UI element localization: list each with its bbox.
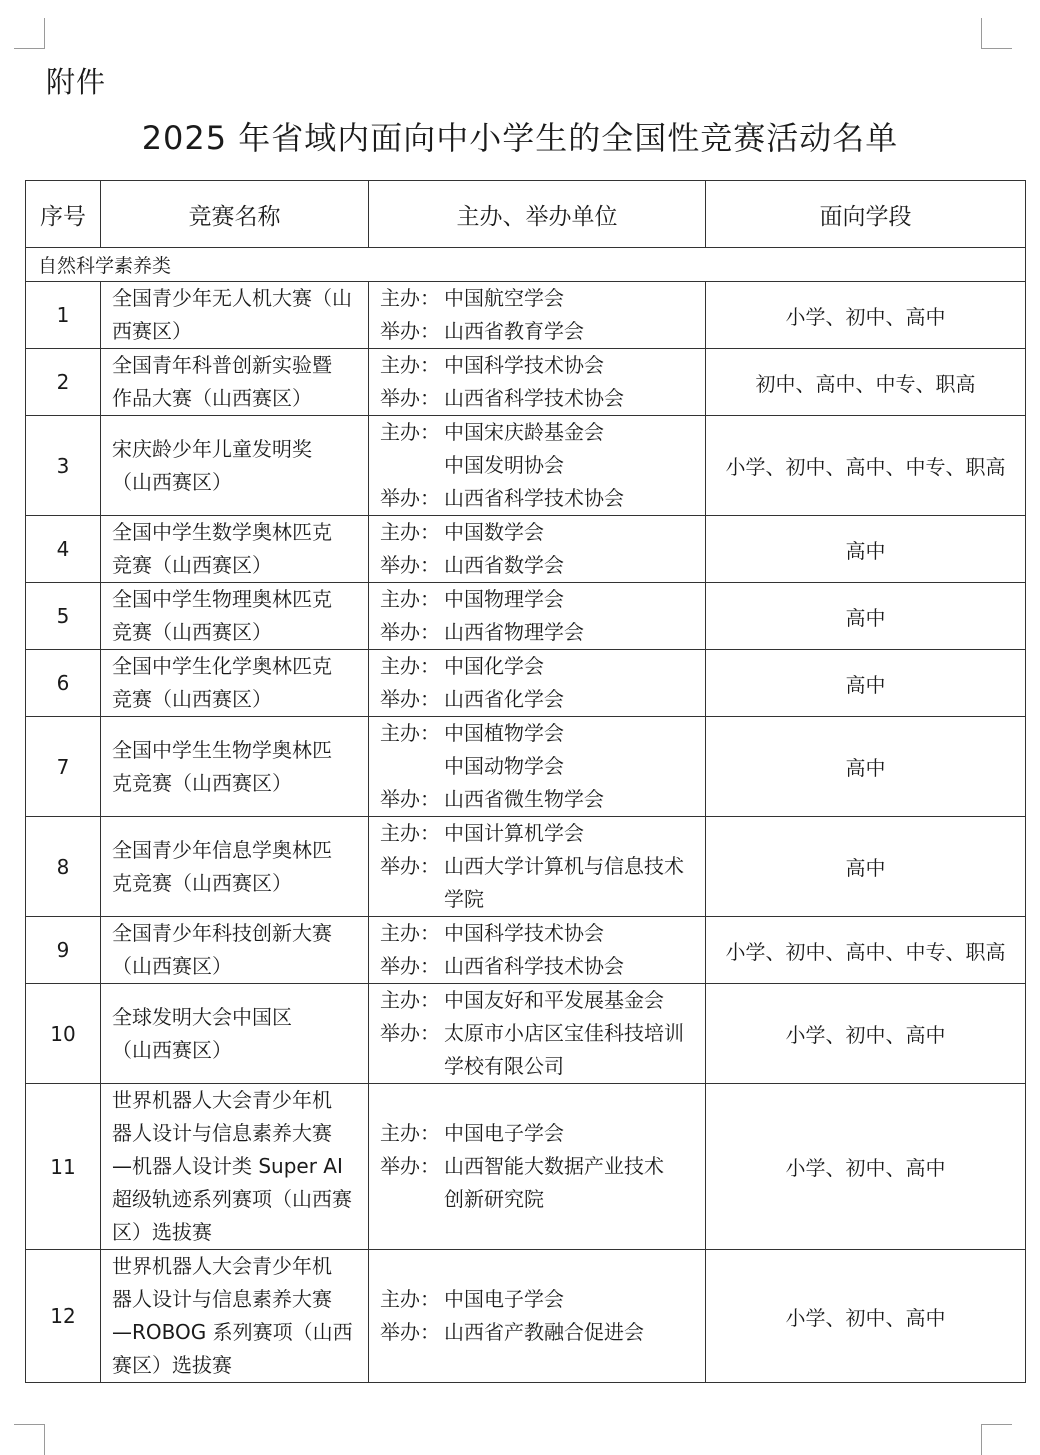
competition-name-line: —ROBOG 系列赛项（山西 [112, 1320, 353, 1344]
competition-name [101, 1084, 369, 1250]
organizer-role: 主办： [380, 721, 440, 745]
organizer-name: 创新研究院 [444, 1187, 544, 1211]
organizer-role: 举办： [380, 687, 440, 711]
organizer-cell [369, 349, 706, 416]
row-number: 12 [26, 1250, 101, 1383]
table-row [26, 650, 1026, 717]
organizer-role: 主办： [380, 654, 440, 678]
organizer-line [380, 583, 697, 616]
table-header-row [26, 181, 1026, 248]
organizer-line [380, 382, 697, 415]
competition-name [101, 349, 369, 416]
row-number: 3 [26, 416, 101, 516]
competition-name-line: 区）选拔赛 [112, 1220, 212, 1244]
organizer-name: 山西省微生物学会 [444, 787, 604, 811]
organizer-line [380, 917, 697, 950]
organizer-cell [369, 516, 706, 583]
competition-name [101, 583, 369, 650]
organizer-line [380, 717, 697, 750]
organizer-line [380, 1150, 697, 1183]
organizer-line [380, 516, 697, 549]
organizer-role: 举办： [380, 787, 440, 811]
category-label: 自然科学素养类 [26, 248, 1026, 282]
competition-name-line: 全国青少年科技创新大赛 [112, 921, 332, 945]
row-number: 6 [26, 650, 101, 717]
organizer-name: 山西省科学技术协会 [444, 486, 624, 510]
organizer-role [380, 750, 444, 783]
target-level: 小学、初中、高中 [706, 984, 1026, 1084]
competition-name-line: 器人设计与信息素养大赛 [112, 1121, 332, 1145]
organizer-line [380, 783, 697, 816]
organizer-role: 举办： [380, 319, 440, 343]
organizer-role: 举办： [380, 1021, 440, 1045]
competition-name-line: 竞赛（山西赛区） [112, 620, 272, 644]
organizer-line [380, 1316, 697, 1349]
target-level: 高中 [706, 717, 1026, 817]
organizer-name: 山西省科学技术协会 [444, 386, 624, 410]
table-row [26, 917, 1026, 984]
table-row [26, 583, 1026, 650]
column-header-name: 竞赛名称 [101, 181, 369, 248]
organizer-name: 山西省科学技术协会 [444, 954, 624, 978]
organizer-role: 主办： [380, 1121, 440, 1145]
table-row [26, 416, 1026, 516]
row-number: 11 [26, 1084, 101, 1250]
organizer-name: 中国友好和平发展基金会 [444, 988, 664, 1012]
row-number: 4 [26, 516, 101, 583]
target-level: 小学、初中、高中 [706, 282, 1026, 349]
organizer-cell [369, 917, 706, 984]
organizer-name: 太原市小店区宝佳科技培训 [444, 1021, 684, 1045]
row-number: 10 [26, 984, 101, 1084]
organizer-role: 主办： [380, 420, 440, 444]
competition-name-line: （山西赛区） [112, 954, 232, 978]
organizer-name: 山西智能大数据产业技术 [444, 1154, 664, 1178]
column-header-number: 序号 [26, 181, 101, 248]
competition-name-line: 全国中学生生物学奥林匹 [112, 737, 332, 762]
organizer-line [380, 984, 697, 1017]
organizer-role: 主办： [380, 1287, 440, 1311]
organizer-name: 中国动物学会 [444, 754, 564, 778]
organizer-role: 举办： [380, 854, 440, 878]
organizer-role [380, 449, 444, 482]
competition-name-line: 竞赛（山西赛区） [112, 553, 272, 577]
attachment-label: 附件 [46, 65, 107, 99]
competition-name-line: 宋庆龄少年儿童发明奖 [112, 436, 312, 461]
organizer-line [380, 750, 697, 783]
target-level: 小学、初中、高中、中专、职高 [706, 917, 1026, 984]
competition-name-line: （山西赛区） [112, 1037, 232, 1062]
organizer-line [380, 616, 697, 649]
organizer-line [380, 883, 697, 916]
target-level: 小学、初中、高中 [706, 1250, 1026, 1383]
organizer-role: 举办： [380, 386, 440, 410]
organizer-name: 中国电子学会 [444, 1121, 564, 1145]
competition-name-line: 克竞赛（山西赛区） [112, 870, 292, 895]
organizer-role: 举办： [380, 954, 440, 978]
target-level: 初中、高中、中专、职高 [706, 349, 1026, 416]
organizer-cell [369, 282, 706, 349]
target-level: 高中 [706, 516, 1026, 583]
category-row [26, 248, 1026, 282]
organizer-cell [369, 1084, 706, 1250]
organizer-cell [369, 1250, 706, 1383]
target-level: 小学、初中、高中、中专、职高 [706, 416, 1026, 516]
organizer-role [380, 883, 444, 916]
competition-name-line: 全国青少年无人机大赛（山 [112, 286, 352, 310]
competition-name-line: 竞赛（山西赛区） [112, 687, 272, 711]
organizer-role [380, 1050, 444, 1083]
competition-name-line: 器人设计与信息素养大赛 [112, 1287, 332, 1311]
row-number: 5 [26, 583, 101, 650]
organizer-cell [369, 817, 706, 917]
competition-name-line: —机器人设计类 Super AI [112, 1154, 343, 1178]
organizer-line [380, 1283, 697, 1316]
organizer-line [380, 349, 697, 382]
competition-name-line: 赛区）选拔赛 [112, 1353, 232, 1377]
competition-name [101, 917, 369, 984]
competition-name [101, 717, 369, 817]
competition-name-line: 全国青少年信息学奥林匹 [112, 837, 332, 862]
competition-name-line: 世界机器人大会青少年机 [112, 1254, 332, 1278]
competition-name-line: 全国青年科普创新实验暨 [112, 353, 332, 377]
row-number: 1 [26, 282, 101, 349]
organizer-role: 主办： [380, 921, 440, 945]
competition-name [101, 817, 369, 917]
organizer-role: 主办： [380, 520, 440, 544]
organizer-line [380, 683, 697, 716]
competition-name [101, 1250, 369, 1383]
competition-name-line: 全国中学生化学奥林匹克 [112, 654, 332, 678]
row-number: 7 [26, 717, 101, 817]
organizer-line [380, 1017, 697, 1050]
organizer-name: 中国物理学会 [444, 587, 564, 611]
crop-mark-bottom-left [14, 1424, 45, 1455]
table-row [26, 984, 1026, 1084]
target-level: 高中 [706, 650, 1026, 717]
competition-name [101, 516, 369, 583]
organizer-role: 主办： [380, 587, 440, 611]
organizer-line [380, 549, 697, 582]
competition-name-line: （山西赛区） [112, 469, 232, 494]
competition-name [101, 282, 369, 349]
organizer-name: 山西大学计算机与信息技术 [444, 854, 684, 878]
competition-name-line: 全球发明大会中国区 [112, 1004, 292, 1029]
organizer-name: 山西省教育学会 [444, 319, 584, 343]
competition-name-line: 世界机器人大会青少年机 [112, 1088, 332, 1112]
organizer-name: 山西省数学会 [444, 553, 564, 577]
organizer-name: 中国数学会 [444, 520, 544, 544]
competition-name-line: 西赛区） [112, 319, 192, 343]
organizer-role: 主办： [380, 353, 440, 377]
competition-name-line: 全国中学生物理奥林匹克 [112, 587, 332, 611]
organizer-role: 主办： [380, 988, 440, 1012]
organizer-role: 举办： [380, 553, 440, 577]
crop-mark-bottom-right [981, 1424, 1012, 1455]
organizer-line [380, 416, 697, 449]
organizer-cell [369, 583, 706, 650]
table-row [26, 1250, 1026, 1383]
organizer-line [380, 315, 697, 348]
column-header-level: 面向学段 [706, 181, 1026, 248]
organizer-name: 中国宋庆龄基金会 [444, 420, 604, 444]
row-number: 8 [26, 817, 101, 917]
organizer-line [380, 850, 697, 883]
organizer-role: 举办： [380, 620, 440, 644]
organizer-cell [369, 984, 706, 1084]
organizer-line [380, 1117, 697, 1150]
table-row [26, 717, 1026, 817]
table-row [26, 349, 1026, 416]
organizer-line [380, 1183, 697, 1216]
competition-name-line: 克竞赛（山西赛区） [112, 770, 292, 795]
organizer-line [380, 817, 697, 850]
table-row [26, 1084, 1026, 1250]
organizer-role: 举办： [380, 1154, 440, 1178]
table-row [26, 817, 1026, 917]
table-row [26, 516, 1026, 583]
competition-name-line: 全国中学生数学奥林匹克 [112, 520, 332, 544]
organizer-line [380, 482, 697, 515]
organizer-name: 中国植物学会 [444, 721, 564, 745]
target-level: 高中 [706, 817, 1026, 917]
organizer-line [380, 449, 697, 482]
organizer-role: 主办： [380, 286, 440, 310]
competition-name [101, 650, 369, 717]
organizer-cell [369, 650, 706, 717]
target-level: 小学、初中、高中 [706, 1084, 1026, 1250]
organizer-role: 举办： [380, 1320, 440, 1344]
organizer-name: 学院 [444, 887, 484, 911]
organizer-name: 山西省化学会 [444, 687, 564, 711]
document-title: 2025 年省域内面向中小学生的全国性竞赛活动名单 [141, 119, 899, 157]
crop-mark-top-left [14, 18, 45, 49]
competition-name [101, 984, 369, 1084]
organizer-name: 学校有限公司 [444, 1054, 564, 1078]
organizer-role [380, 1183, 444, 1216]
organizer-cell [369, 416, 706, 516]
row-number: 9 [26, 917, 101, 984]
organizer-name: 中国科学技术协会 [444, 353, 604, 377]
table-row [26, 282, 1026, 349]
organizer-role: 主办： [380, 821, 440, 845]
organizer-name: 山西省物理学会 [444, 620, 584, 644]
organizer-name: 山西省产教融合促进会 [444, 1320, 644, 1344]
organizer-cell [369, 717, 706, 817]
organizer-name: 中国计算机学会 [444, 821, 584, 845]
organizer-line [380, 282, 697, 315]
target-level: 高中 [706, 583, 1026, 650]
column-header-organizer: 主办、举办单位 [369, 181, 706, 248]
organizer-name: 中国电子学会 [444, 1287, 564, 1311]
organizer-role: 举办： [380, 486, 440, 510]
organizer-line [380, 650, 697, 683]
competition-name [101, 416, 369, 516]
competition-name-line: 超级轨迹系列赛项（山西赛 [112, 1187, 352, 1211]
competition-table [25, 180, 1026, 1383]
organizer-line [380, 1050, 697, 1083]
organizer-line [380, 950, 697, 983]
organizer-name: 中国航空学会 [444, 286, 564, 310]
organizer-name: 中国发明协会 [444, 453, 564, 477]
crop-mark-top-right [981, 18, 1012, 49]
organizer-name: 中国化学会 [444, 654, 544, 678]
organizer-name: 中国科学技术协会 [444, 921, 604, 945]
row-number: 2 [26, 349, 101, 416]
competition-name-line: 作品大赛（山西赛区） [112, 386, 312, 410]
